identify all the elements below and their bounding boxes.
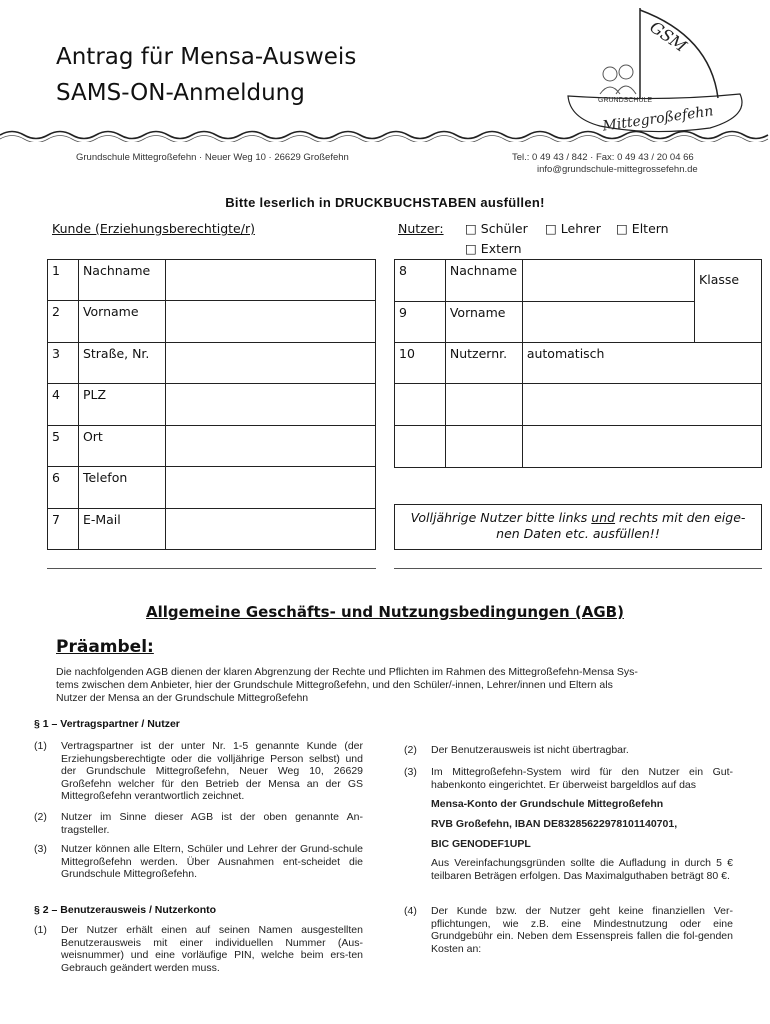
row-number: 8 (395, 260, 446, 302)
row-number: 1 (48, 260, 79, 301)
row-number: 9 (395, 302, 446, 343)
row-number: 5 (48, 426, 79, 467)
school-address: Grundschule Mittegroßefehn · Neuer Weg 10 · 26629 Großefehn (76, 152, 349, 163)
class-cell[interactable] (695, 260, 762, 343)
agb-title: Allgemeine Geschäfts- und Nutzungsbedingungen (AGB) (146, 603, 624, 621)
table-row (48, 301, 376, 343)
item-number: (2) (404, 744, 417, 756)
option-label: Lehrer (560, 221, 601, 236)
option-extern[interactable] (465, 241, 522, 256)
field-label: E-Mail (78, 509, 165, 550)
bank-iban: RVB Großefehn, IBAN DE83285622978101140701, (431, 818, 678, 830)
section-2-item-4 (404, 905, 733, 955)
field-label: Vorname (78, 301, 165, 343)
row-number: 6 (48, 467, 79, 509)
item-number: (4) (404, 905, 417, 917)
divider-right (394, 568, 762, 569)
strasse-input[interactable] (165, 343, 375, 384)
user-table (394, 259, 762, 468)
school-logo (540, 6, 770, 136)
item-text: Nutzer können alle Eltern, Schüler und Lehrer der Grund-schule Mittegroßefehn werden. Über Ausnahmen ent-scheidet die Grundschule Mittegroßefehn. (61, 843, 363, 880)
svg-text:GRUNDSCHULE: GRUNDSCHULE (598, 97, 653, 104)
field-label: Ort (78, 426, 165, 467)
table-row (48, 343, 376, 384)
row-number: 2 (48, 301, 79, 343)
topup-info: Aus Vereinfachungsgründen sollte die Aufladung in durch 5 € teilbaren Beträgen erfolgen. Das Maximalguthaben beträgt 80 €. (431, 857, 733, 882)
telefon-input[interactable] (165, 467, 375, 509)
instruction-text: Bitte leserlich in DRUCKBUCHSTABEN ausfüllen! (225, 195, 545, 210)
field-label: Vorname (445, 302, 522, 343)
nutzer-vorname-input[interactable] (522, 302, 694, 343)
section-2-item-3 (404, 766, 733, 791)
header-wave-divider (0, 128, 770, 142)
item-text: Der Nutzer erhält einen auf seinen Namen ausgestellten Benutzerausweis mit einer individuellen Nummer (Aus-weisnummer) und eine vorläufige PIN, welche beim ers-ten Gebrauch geändert werden muss. (61, 924, 363, 974)
preamble-line: tems zwischen dem Anbieter, hier der Grundschule Mittegroßefehn, und den Schüler/-innen, Lehrer/innen und Eltern als (56, 679, 613, 691)
checkbox-icon[interactable]: □ (545, 221, 557, 236)
empty-cell (445, 426, 522, 468)
bank-account-name: Mensa-Konto der Grundschule Mittegroßefehn (431, 798, 664, 810)
field-label: Nachname (78, 260, 165, 301)
note-line-2: nen Daten etc. ausfüllen!! (496, 526, 660, 541)
section-1-item-3 (34, 843, 363, 881)
checkbox-icon[interactable]: □ (465, 241, 477, 256)
table-row (48, 260, 376, 301)
preamble-line: Die nachfolgenden AGB dienen der klaren Abgrenzung der Rechte und Pflichten im Rahmen des Mittegroßefehn-Mensa Sys- (56, 666, 638, 678)
adult-user-note (394, 504, 762, 550)
divider-left (47, 568, 376, 569)
table-row (48, 509, 376, 550)
class-label: Klasse (699, 272, 740, 287)
item-number: (2) (34, 811, 47, 823)
title-line-1: Antrag für Mensa-Ausweis (56, 44, 357, 70)
checkbox-icon[interactable]: □ (616, 221, 628, 236)
svg-text:Mittegroßefehn: Mittegroßefehn (601, 103, 715, 135)
table-row (395, 343, 762, 384)
nutzer-nachname-input[interactable] (522, 260, 694, 302)
preamble-line: Nutzer der Mensa an der Grundschule Mittegroßefehn (56, 692, 309, 704)
empty-cell (445, 384, 522, 426)
field-label: Telefon (78, 467, 165, 509)
empty-cell (395, 426, 446, 468)
option-label: Eltern (631, 221, 669, 236)
field-label: Nachname (445, 260, 522, 302)
preamble-heading: Präambel: (56, 637, 154, 657)
section-1-item-2 (34, 811, 363, 836)
row-number: 10 (395, 343, 446, 384)
nachname-input[interactable] (165, 260, 375, 301)
contact-phone-fax: Tel.: 0 49 43 / 842 · Fax: 0 49 43 / 20 04 66 (512, 152, 694, 163)
item-number: (1) (34, 924, 47, 936)
table-row (48, 426, 376, 467)
option-label: Extern (480, 241, 522, 256)
item-text: Vertragspartner ist der unter Nr. 1-5 genannte Kunde (der Erziehungsberechtigte oder die volljährige Person selbst) und der Grundschule Mittegroßefehn, Neuer Weg 10, 26629 Großefehn welcher für den Betrieb der Mensa an der GS Mittegroßefehn verantwortlich zeichnet. (61, 740, 363, 802)
item-number: (3) (34, 843, 47, 855)
section-2-item-1 (34, 924, 363, 974)
vorname-input[interactable] (165, 301, 375, 343)
note-part-1: Volljährige Nutzer bitte links (410, 510, 592, 525)
section-2-item-2 (404, 744, 733, 757)
field-label: Straße, Nr. (78, 343, 165, 384)
row-number: 7 (48, 509, 79, 550)
item-text: Nutzer im Sinne dieser AGB ist der oben genannte An-tragsteller. (61, 811, 363, 836)
item-number: (3) (404, 766, 417, 778)
item-text: Der Benutzerausweis ist nicht übertragbar. (431, 744, 629, 756)
row-number: 4 (48, 384, 79, 426)
option-lehrer[interactable] (545, 221, 601, 236)
email-input[interactable] (165, 509, 375, 550)
title-line-2: SAMS-ON-Anmeldung (56, 80, 305, 106)
item-text: Der Kunde bzw. der Nutzer geht keine finanziellen Ver-pflichtungen, wie z.B. eine Mindestnutzung oder eine Grundgebühr ein. Neben dem Essenspreis fallen die fol-genden Kosten an: (431, 905, 733, 955)
note-underlined: und (591, 510, 616, 525)
bank-bic: BIC GENODEF1UPL (431, 838, 531, 850)
field-label: Nutzernr. (445, 343, 522, 384)
table-row (395, 260, 762, 302)
customer-table (47, 259, 376, 550)
row-number: 3 (48, 343, 79, 384)
customer-heading: Kunde (Erziehungsberechtigte/r) (52, 221, 255, 236)
preamble-text (56, 666, 746, 705)
nutzernummer-value: automatisch (522, 343, 761, 384)
table-row (48, 467, 376, 509)
plz-input[interactable] (165, 384, 375, 426)
contact-email: info@grundschule-mittegrossefehn.de (537, 164, 698, 175)
user-heading: Nutzer: (398, 221, 444, 236)
section-1-heading: § 1 – Vertragspartner / Nutzer (34, 718, 180, 730)
checkbox-icon[interactable]: □ (465, 221, 477, 236)
table-row (395, 384, 762, 426)
field-label: PLZ (78, 384, 165, 426)
table-row (48, 384, 376, 426)
empty-cell (395, 384, 446, 426)
ort-input[interactable] (165, 426, 375, 467)
item-text: Im Mittegroßefehn-System wird für den Nutzer ein Gut-habenkonto eingerichtet. Er überweist bargeldlos auf das (431, 766, 733, 791)
svg-text:GSM: GSM (646, 17, 691, 56)
empty-cell[interactable] (522, 384, 761, 426)
option-schueler[interactable] (465, 221, 528, 236)
sailboat-logo-icon (540, 6, 770, 136)
empty-cell[interactable] (522, 426, 761, 468)
option-label: Schüler (480, 221, 528, 236)
section-1-item-1 (34, 740, 363, 803)
table-row (395, 426, 762, 468)
note-part-2: rechts mit den eige- (615, 510, 746, 525)
section-2-heading: § 2 – Benutzerausweis / Nutzerkonto (34, 904, 217, 916)
option-eltern[interactable] (616, 221, 669, 236)
item-number: (1) (34, 740, 47, 752)
